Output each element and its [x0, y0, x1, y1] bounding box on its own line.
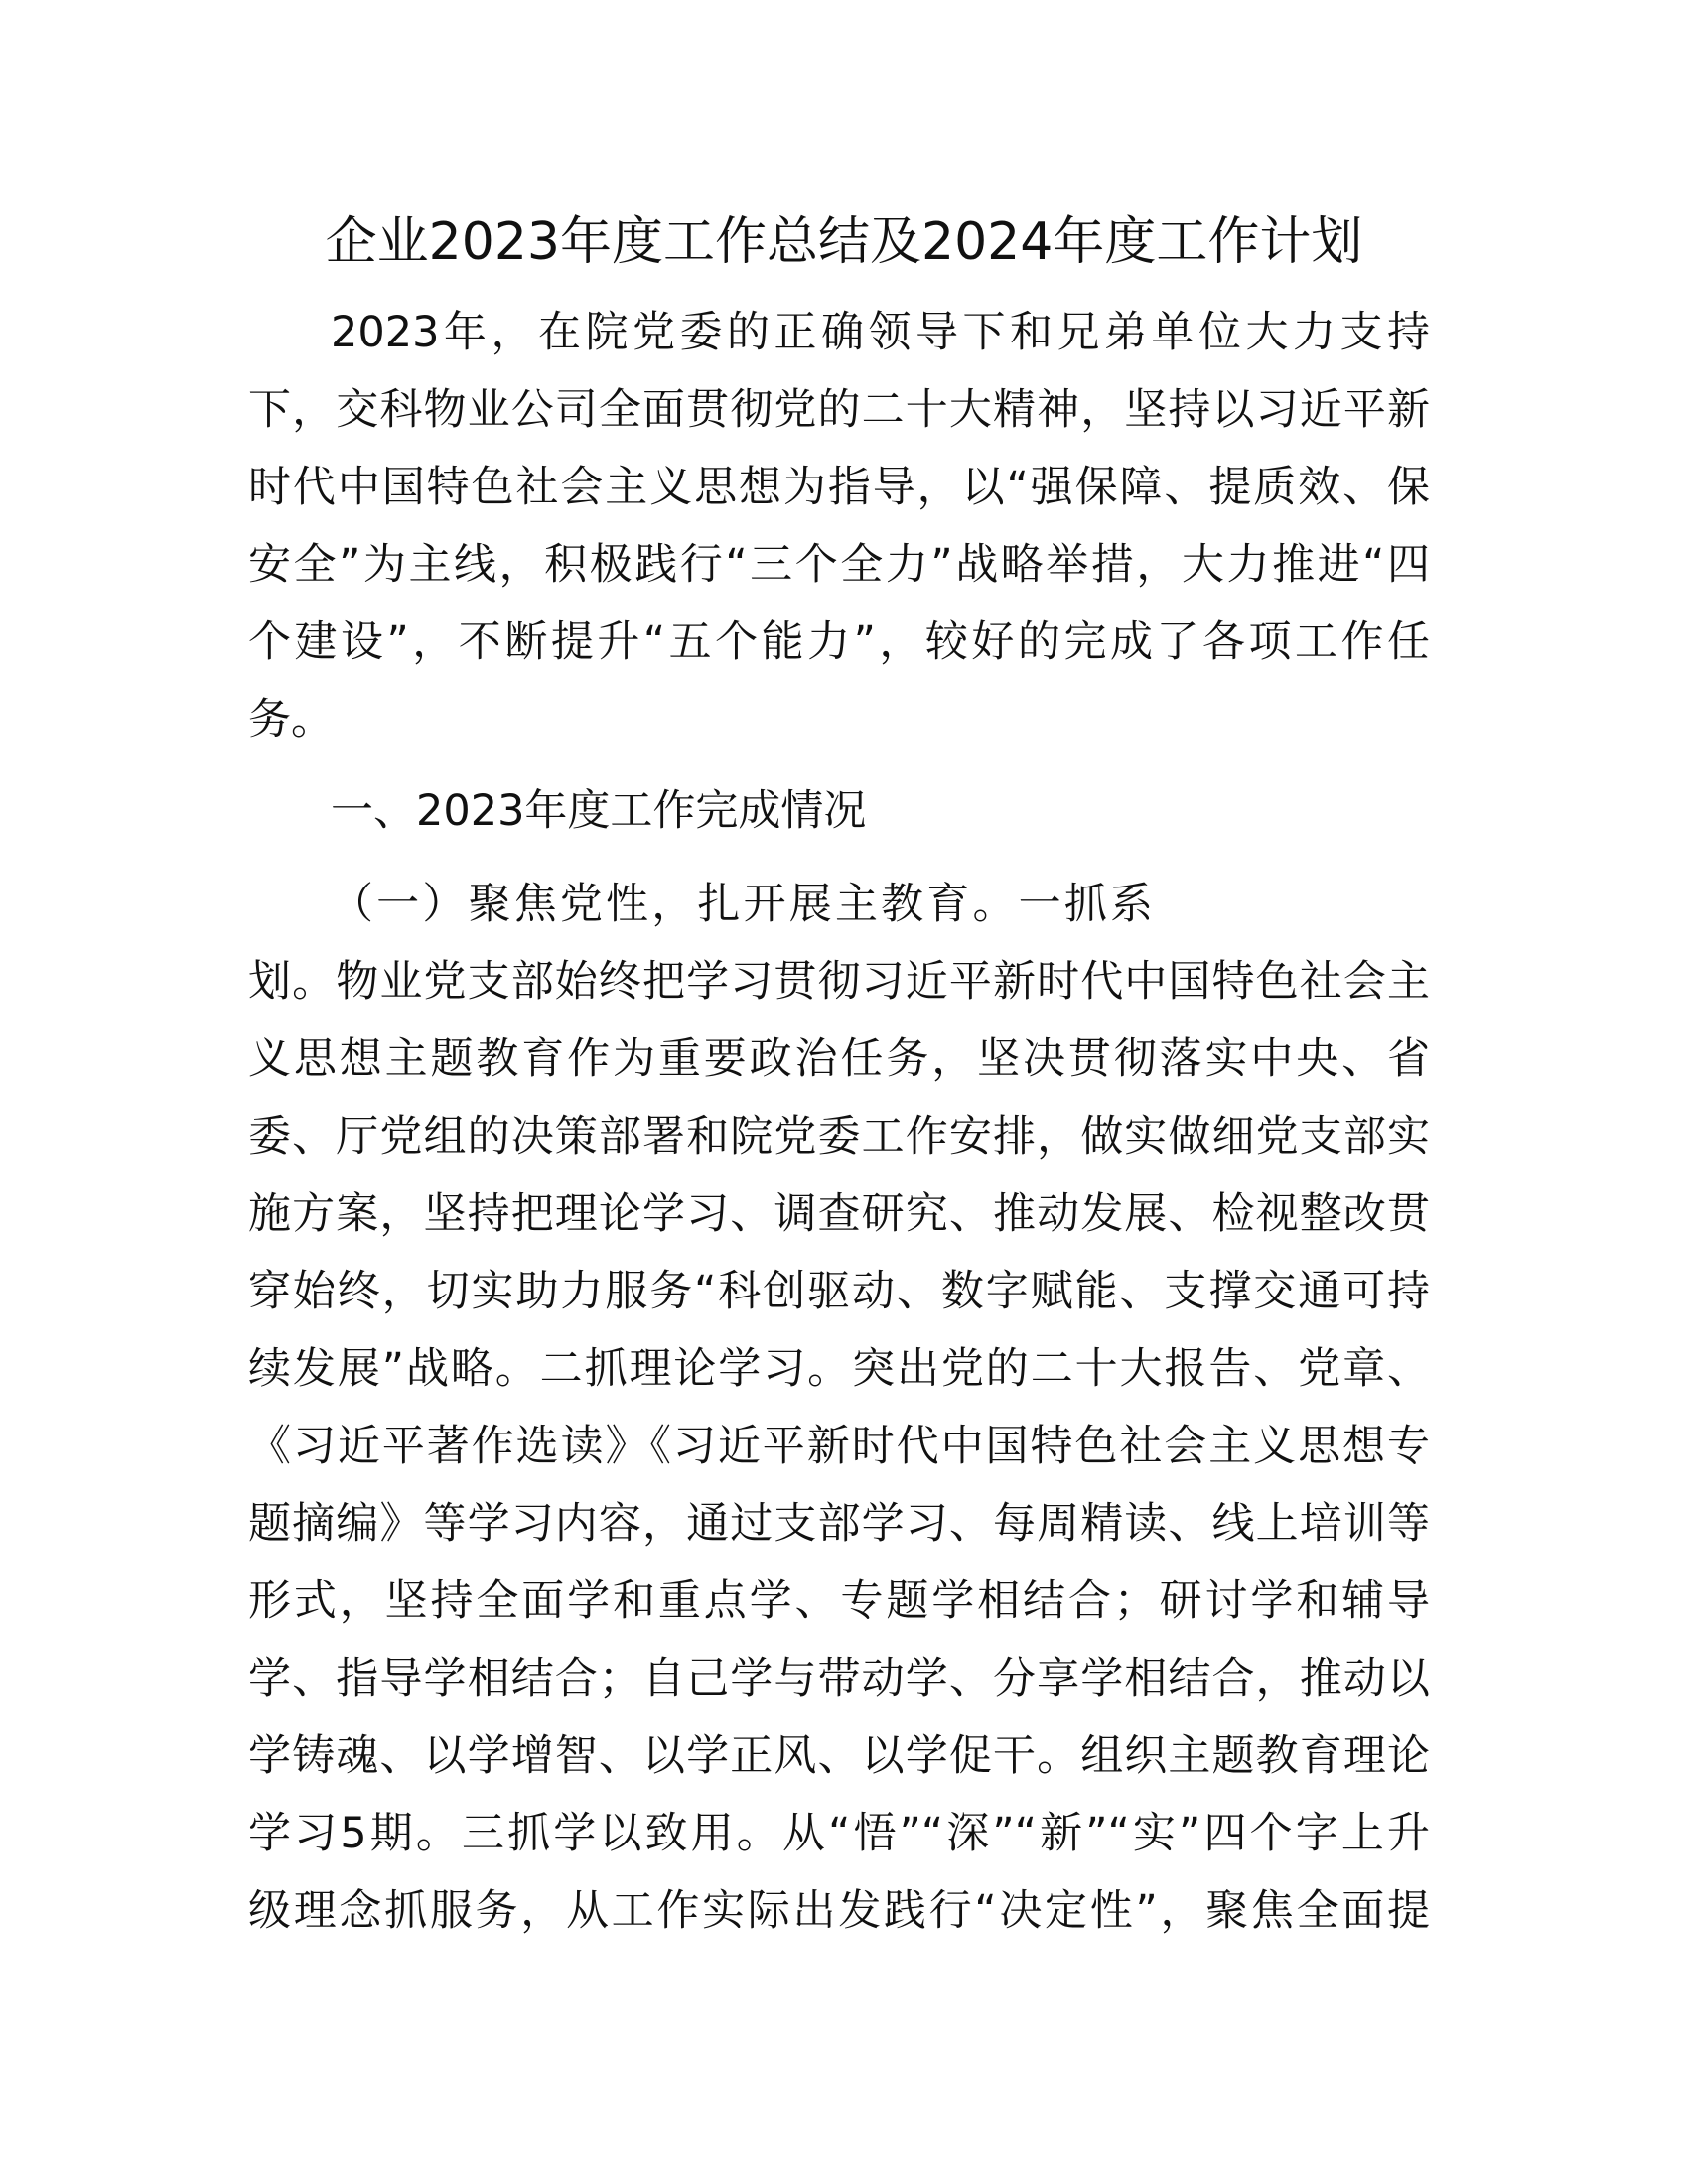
body-line-9: 形式，坚持全面学和重点学、专题学相结合；研讨学和辅导	[248, 1576, 1430, 1626]
body-line-4: 施方案，坚持把理论学习、调查研究、推动发展、检视整改贯	[248, 1189, 1430, 1239]
body-line-13: 级理念抓服务，从工作实际出发践行“决定性”，聚焦全面提	[248, 1886, 1430, 1936]
body-line-5: 穿始终，切实助力服务“科创驱动、数字赋能、支撑交通可持	[248, 1267, 1430, 1316]
body-line-8: 题摘编》等学习内容，通过支部学习、每周精读、线上培训等	[248, 1499, 1430, 1549]
section-heading: 一、2023年度工作完成情况	[331, 786, 867, 836]
body-line-11: 学铸魂、以学增智、以学正风、以学促干。组织主题教育理论	[248, 1731, 1430, 1781]
body-line-6: 续发展”战略。二抓理论学习。突出党的二十大报告、党章、	[248, 1344, 1430, 1394]
body-line-3: 委、厅党组的决策部署和院党委工作安排，做实做细党支部实	[248, 1112, 1430, 1161]
body-line-2: 义思想主题教育作为重要政治任务，坚决贯彻落实中央、省	[248, 1034, 1430, 1084]
body-line-7: 《习近平著作选读》《习近平新时代中国特色社会主义思想专	[248, 1422, 1430, 1471]
subsection-heading: （一）聚焦党性，扎开展主教育。一抓系	[331, 880, 1155, 929]
intro-line-4: 安全”为主线，积极践行“三个全力”战略举措，大力推进“四	[248, 540, 1430, 590]
body-line-1: 划。物业党支部始终把学习贯彻习近平新时代中国特色社会主	[248, 957, 1430, 1007]
intro-line-6: 务。	[248, 695, 334, 745]
body-line-12: 学习5期。三抓学以致用。从“悟”“深”“新”“实”四个字上升	[248, 1809, 1430, 1858]
document-title: 企业2023年度工作总结及2024年度工作计划	[325, 212, 1363, 272]
body-line-10: 学、指导学相结合；自己学与带动学、分享学相结合，推动以	[248, 1654, 1430, 1704]
intro-line-1: 2023年，在院党委的正确领导下和兄弟单位大力支持	[331, 308, 1430, 357]
intro-line-2: 下，交科物业公司全面贯彻党的二十大精神，坚持以习近平新	[248, 385, 1430, 435]
intro-line-5: 个建设”，不断提升“五个能力”，较好的完成了各项工作任	[248, 617, 1430, 667]
intro-line-3: 时代中国特色社会主义思想为指导，以“强保障、提质效、保	[248, 463, 1430, 512]
